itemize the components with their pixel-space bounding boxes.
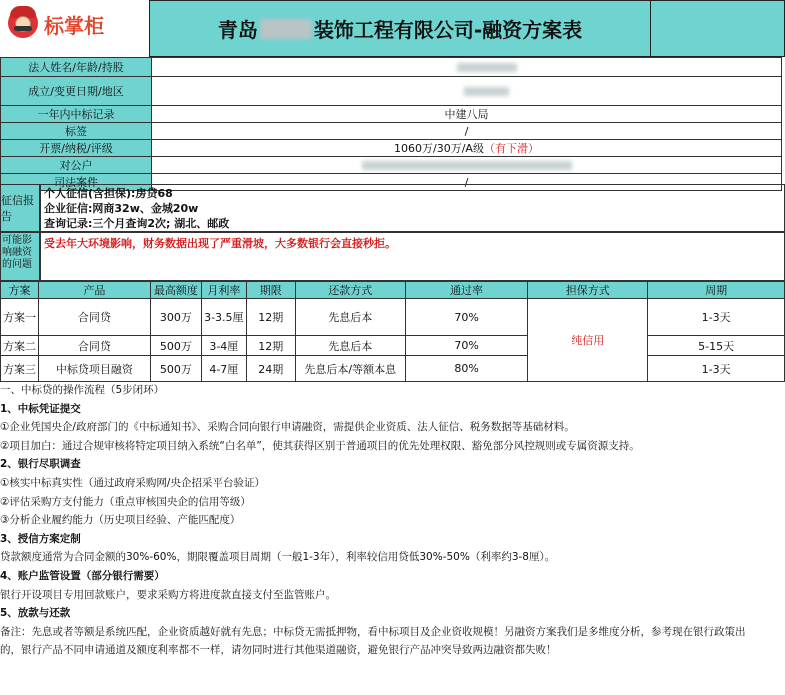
credit-line: 查询记录:三个月查询2次; 湖北、邮政 — [44, 217, 230, 230]
plan-rate: 3-3.5厘 — [201, 299, 246, 336]
info-label: 一年内中标记录 — [1, 106, 152, 123]
col-header: 产品 — [38, 282, 150, 299]
credit-line: 个人征信(含担保):房贷68 — [44, 187, 173, 200]
impact-text: 受去年大环境影响，财务数据出现了严重滑坡，大多数银行会直接秒拒。 — [40, 232, 785, 281]
brand-name: 标掌柜 — [44, 14, 104, 38]
sheet-title — [150, 0, 650, 57]
plan-pass-rate: 70% — [405, 336, 528, 356]
plan-pass-rate: 80% — [405, 356, 528, 382]
info-label: 对公户 — [1, 157, 152, 174]
info-row — [1, 123, 782, 140]
plan-name: 方案三 — [1, 356, 39, 382]
info-label: 成立/变更日期/地区 — [1, 77, 152, 106]
title-prefix: 青岛 — [217, 18, 258, 42]
col-header: 方案 — [1, 282, 39, 299]
info-value — [152, 58, 782, 77]
plan-repay: 先息后本 — [295, 299, 405, 336]
note-line: ③分析企业履约能力（历史项目经验、产能匹配度） — [0, 514, 241, 527]
plans-table — [0, 281, 785, 382]
plan-rate: 4-7厘 — [201, 356, 246, 382]
plan-repay: 先息后本 — [295, 336, 405, 356]
note-line: ②项目加白：通过合规审核将特定项目纳入系统“白名单”，使其获得区别于普通项目的优先处理权限、豁免部分风控规则或专属资源支持。 — [0, 439, 640, 452]
info-value: 中建八局 — [152, 106, 782, 123]
credit-report-label: 征信报告 — [0, 184, 40, 232]
title-suffix: 装饰工程有限公司-融资方案表 — [313, 18, 583, 42]
note-line: ②评估采购方支付能力（重点审核国央企的信用等级） — [0, 495, 251, 508]
info-row — [1, 140, 782, 157]
col-header: 通过率 — [405, 282, 528, 299]
col-header: 还款方式 — [295, 282, 405, 299]
plan-rate: 3-4厘 — [201, 336, 246, 356]
plan-row — [1, 336, 785, 356]
impact-label: 可能影响融资的问题 — [0, 232, 40, 281]
credit-report-body — [40, 184, 785, 232]
plan-name: 方案一 — [1, 299, 39, 336]
plan-name: 方案二 — [1, 336, 39, 356]
info-row — [1, 58, 782, 77]
info-label: 法人姓名/年龄/持股 — [1, 58, 152, 77]
info-row — [1, 106, 782, 123]
plan-limit: 500万 — [150, 336, 201, 356]
info-row — [1, 157, 782, 174]
plan-row — [1, 299, 785, 336]
col-header: 周期 — [648, 282, 785, 299]
credit-line: 企业征信:网商32w、金城20w — [44, 202, 199, 215]
info-value — [152, 77, 782, 106]
info-row — [1, 77, 782, 106]
plans-header-row — [1, 282, 785, 299]
note-line: 的，银行产品不同申请通道及额度利率都不一样，请勿同时进行其他渠道融资，避免银行产品冲突导致两边融资都失败！ — [0, 644, 557, 657]
plan-row — [1, 356, 785, 382]
process-notes — [0, 381, 785, 660]
info-value: / — [152, 174, 782, 191]
plan-term: 24期 — [246, 356, 295, 382]
invoice-tax-rating: 1060万/30万/A级 — [394, 142, 484, 155]
note-line: ①企业凭国央企/政府部门的《中标通知书》、采购合同向银行申请融资，需提供企业资质、法人征信、税务数据等基础材料。 — [0, 421, 575, 434]
plan-repay: 先息后本/等额本息 — [295, 356, 405, 382]
note-line: 贷款额度通常为合同金额的30%-60%，期限覆盖项目周期（一般1-3年），利率较信用贷低30%-50%（利率约3-8厘）。 — [0, 551, 556, 564]
plan-product: 合同贷 — [38, 336, 150, 356]
note-heading: 4、账户监管设置（部分银行需要） — [0, 569, 165, 582]
plan-pass-rate: 70% — [405, 299, 528, 336]
plan-product: 中标贷项目融资 — [38, 356, 150, 382]
info-label: 开票/纳税/评级 — [1, 140, 152, 157]
note-heading: 5、放款与还款 — [0, 607, 71, 620]
plan-guarantee: 纯信用 — [528, 299, 648, 382]
redacted-value — [362, 161, 572, 170]
note-heading: 3、授信方案定制 — [0, 532, 81, 545]
col-header: 期限 — [246, 282, 295, 299]
info-label: 司法案件 — [1, 174, 152, 191]
info-value: / — [152, 123, 782, 140]
company-info-table — [0, 57, 782, 191]
brand-mustache-icon — [14, 26, 32, 31]
note-line: ①核实中标真实性（通过政府采购网/央企招采平台验证） — [0, 476, 265, 489]
col-header: 月利率 — [201, 282, 246, 299]
note-line: 银行开设项目专用回款账户，要求采购方将进度款直接支付至监管账户。 — [0, 588, 336, 601]
plan-cycle: 1-3天 — [648, 356, 785, 382]
redacted-value — [464, 87, 509, 96]
header-spacer — [650, 0, 785, 57]
plan-cycle: 1-3天 — [648, 299, 785, 336]
info-value — [152, 140, 782, 157]
note-heading: 2、银行尽职调查 — [0, 458, 81, 471]
col-header: 担保方式 — [528, 282, 648, 299]
note-line: 一、中标贷的操作流程（5步闭环） — [0, 384, 165, 396]
plan-term: 12期 — [246, 336, 295, 356]
info-label: 标签 — [1, 123, 152, 140]
info-value — [152, 157, 782, 174]
plan-product: 合同贷 — [38, 299, 150, 336]
note-heading: 1、中标凭证提交 — [0, 402, 81, 415]
plan-limit: 300万 — [150, 299, 201, 336]
note-line: 备注：先息或者等额是系统匹配，企业资质越好就有先息；中标贷无需抵押物，看中标项目及企业资收规模！另融资方案我们是多维度分析，参考现在银行政策出 — [0, 625, 746, 638]
plan-limit: 500万 — [150, 356, 201, 382]
plan-cycle: 5-15天 — [648, 336, 785, 356]
redacted-value — [457, 63, 517, 72]
brand-logo — [0, 0, 150, 57]
decline-note: （有下滑） — [483, 142, 539, 155]
col-header: 最高额度 — [150, 282, 201, 299]
plan-term: 12期 — [246, 299, 295, 336]
redacted-name — [260, 19, 312, 39]
